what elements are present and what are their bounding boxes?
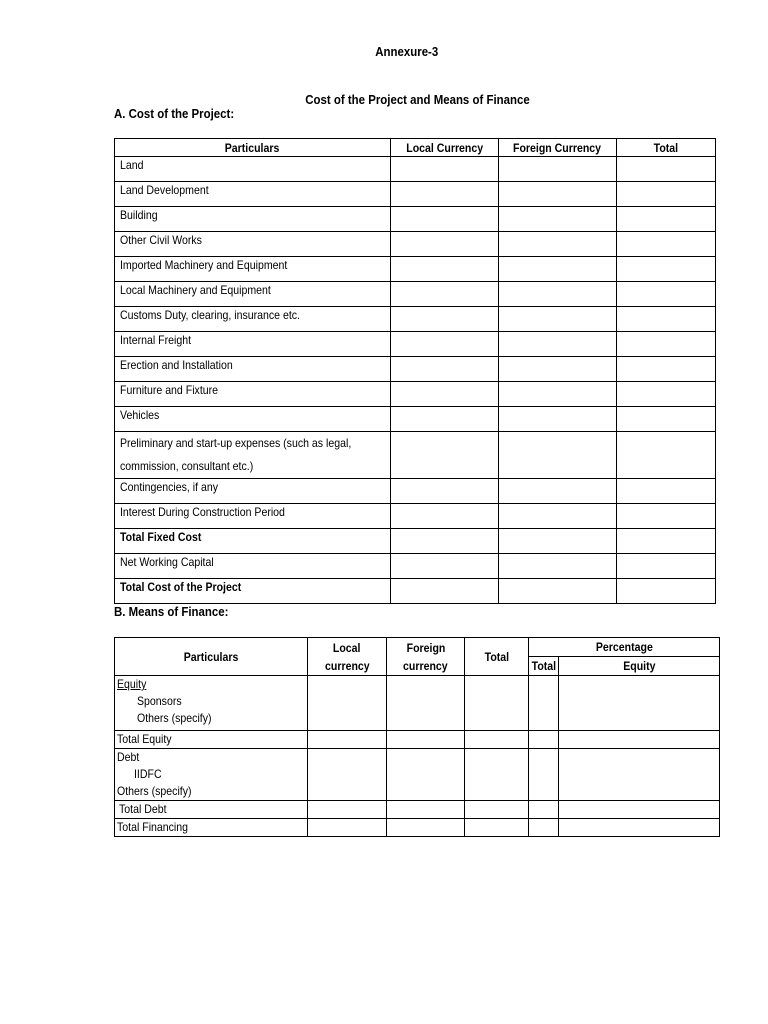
row-label: Building xyxy=(115,207,391,232)
row-label: Internal Freight xyxy=(115,332,391,357)
percentage-equity-cell xyxy=(559,801,720,819)
total-cell xyxy=(617,504,716,529)
cost-of-project-table xyxy=(114,138,716,604)
column-header: Foreign currency xyxy=(387,638,465,676)
table-row xyxy=(115,282,716,307)
column-header: Foreign Currency xyxy=(499,139,617,157)
foreign-currency-cell xyxy=(387,801,465,819)
table-header-row xyxy=(115,638,720,657)
local-currency-cell xyxy=(308,819,387,837)
foreign-currency-cell xyxy=(499,579,617,604)
table-row xyxy=(115,257,716,282)
local-currency-cell xyxy=(391,382,499,407)
foreign-currency-cell xyxy=(499,529,617,554)
column-header: Total xyxy=(617,139,716,157)
total-cell xyxy=(617,357,716,382)
percentage-total-cell xyxy=(529,801,559,819)
foreign-currency-cell xyxy=(499,207,617,232)
row-label: Other Civil Works xyxy=(115,232,391,257)
table-row xyxy=(115,731,720,749)
foreign-currency-cell xyxy=(499,479,617,504)
column-header: Particulars xyxy=(115,139,391,157)
total-cell xyxy=(617,182,716,207)
total-cell xyxy=(465,731,529,749)
total-cell xyxy=(617,382,716,407)
percentage-equity-cell xyxy=(559,749,720,801)
total-cell xyxy=(617,257,716,282)
table-row xyxy=(115,207,716,232)
foreign-currency-cell xyxy=(499,282,617,307)
local-currency-cell xyxy=(391,207,499,232)
table-row xyxy=(115,504,716,529)
column-header: Total xyxy=(465,638,529,676)
table-row xyxy=(115,182,716,207)
row-label: Total Cost of the Project xyxy=(115,579,391,604)
foreign-currency-cell xyxy=(499,432,617,479)
column-header: Particulars xyxy=(115,638,308,676)
row-label: Land xyxy=(115,157,391,182)
total-cell xyxy=(617,529,716,554)
row-label: Contingencies, if any xyxy=(115,479,391,504)
local-currency-cell xyxy=(391,307,499,332)
row-label: Total Equity xyxy=(115,731,308,749)
total-cell xyxy=(617,232,716,257)
local-currency-cell xyxy=(308,731,387,749)
local-currency-cell xyxy=(308,676,387,731)
total-cell xyxy=(617,579,716,604)
local-currency-cell xyxy=(391,182,499,207)
total-cell xyxy=(617,554,716,579)
foreign-currency-cell xyxy=(499,157,617,182)
table-header-row xyxy=(115,139,716,157)
percentage-equity-cell xyxy=(559,819,720,837)
total-cell xyxy=(465,749,529,801)
total-cell xyxy=(617,332,716,357)
local-currency-cell xyxy=(391,432,499,479)
foreign-currency-cell xyxy=(499,407,617,432)
row-label: Local Machinery and Equipment xyxy=(115,282,391,307)
foreign-currency-cell xyxy=(387,749,465,801)
row-label: Land Development xyxy=(115,182,391,207)
table-row xyxy=(115,157,716,182)
table-row xyxy=(115,232,716,257)
local-currency-cell xyxy=(391,479,499,504)
table-row xyxy=(115,357,716,382)
percentage-total-cell xyxy=(529,731,559,749)
column-header: Percentage xyxy=(529,638,720,657)
row-label: Preliminary and start-up expenses (such as legal, commission, consultant etc.) xyxy=(115,432,391,479)
local-currency-cell xyxy=(391,157,499,182)
table-row xyxy=(115,382,716,407)
local-currency-cell xyxy=(391,282,499,307)
foreign-currency-cell xyxy=(499,182,617,207)
table-row xyxy=(115,819,720,837)
local-currency-cell xyxy=(391,357,499,382)
row-label: Interest During Construction Period xyxy=(115,504,391,529)
row-label: Imported Machinery and Equipment xyxy=(115,257,391,282)
table-row xyxy=(115,579,716,604)
percentage-total-cell xyxy=(529,819,559,837)
table-row xyxy=(115,432,716,479)
total-cell xyxy=(465,676,529,731)
table-row xyxy=(115,749,720,801)
annexure-title: Annexure-3 xyxy=(375,44,438,59)
row-label: Equity Sponsors Others (specify) xyxy=(115,676,308,731)
means-of-finance-table xyxy=(114,637,720,837)
column-header: Local Currency xyxy=(391,139,499,157)
document-title: Cost of the Project and Means of Finance xyxy=(305,92,530,107)
local-currency-cell xyxy=(391,579,499,604)
table-row xyxy=(115,554,716,579)
local-currency-cell xyxy=(308,749,387,801)
local-currency-cell xyxy=(391,407,499,432)
row-label: Erection and Installation xyxy=(115,357,391,382)
column-header: Local currency xyxy=(308,638,387,676)
local-currency-cell xyxy=(391,554,499,579)
row-label: Total Fixed Cost xyxy=(115,529,391,554)
row-label: Vehicles xyxy=(115,407,391,432)
row-label: Total Financing xyxy=(115,819,308,837)
percentage-total-cell xyxy=(529,749,559,801)
foreign-currency-cell xyxy=(499,382,617,407)
table-row xyxy=(115,479,716,504)
local-currency-cell xyxy=(391,332,499,357)
table-row xyxy=(115,676,720,731)
local-currency-cell xyxy=(308,801,387,819)
local-currency-cell xyxy=(391,504,499,529)
column-header: Total xyxy=(529,657,559,676)
table-row xyxy=(115,332,716,357)
row-label: Furniture and Fixture xyxy=(115,382,391,407)
total-cell xyxy=(465,819,529,837)
table-row xyxy=(115,407,716,432)
row-label: Customs Duty, clearing, insurance etc. xyxy=(115,307,391,332)
total-cell xyxy=(617,307,716,332)
table-row xyxy=(115,529,716,554)
total-cell xyxy=(465,801,529,819)
foreign-currency-cell xyxy=(499,307,617,332)
total-cell xyxy=(617,407,716,432)
section-b-heading: B. Means of Finance: xyxy=(114,604,229,619)
foreign-currency-cell xyxy=(387,819,465,837)
row-label: Total Debt xyxy=(115,801,308,819)
percentage-total-cell xyxy=(529,676,559,731)
table-row xyxy=(115,307,716,332)
percentage-equity-cell xyxy=(559,731,720,749)
total-cell xyxy=(617,207,716,232)
foreign-currency-cell xyxy=(499,357,617,382)
total-cell xyxy=(617,282,716,307)
row-label: Net Working Capital xyxy=(115,554,391,579)
total-cell xyxy=(617,432,716,479)
foreign-currency-cell xyxy=(499,332,617,357)
total-cell xyxy=(617,157,716,182)
local-currency-cell xyxy=(391,257,499,282)
foreign-currency-cell xyxy=(499,257,617,282)
row-label: Debt IIDFC Others (specify) xyxy=(115,749,308,801)
foreign-currency-cell xyxy=(499,554,617,579)
foreign-currency-cell xyxy=(387,676,465,731)
local-currency-cell xyxy=(391,529,499,554)
foreign-currency-cell xyxy=(499,232,617,257)
percentage-equity-cell xyxy=(559,676,720,731)
column-header: Equity xyxy=(559,657,720,676)
foreign-currency-cell xyxy=(387,731,465,749)
local-currency-cell xyxy=(391,232,499,257)
table-row xyxy=(115,801,720,819)
section-a-heading: A. Cost of the Project: xyxy=(114,106,235,121)
total-cell xyxy=(617,479,716,504)
foreign-currency-cell xyxy=(499,504,617,529)
